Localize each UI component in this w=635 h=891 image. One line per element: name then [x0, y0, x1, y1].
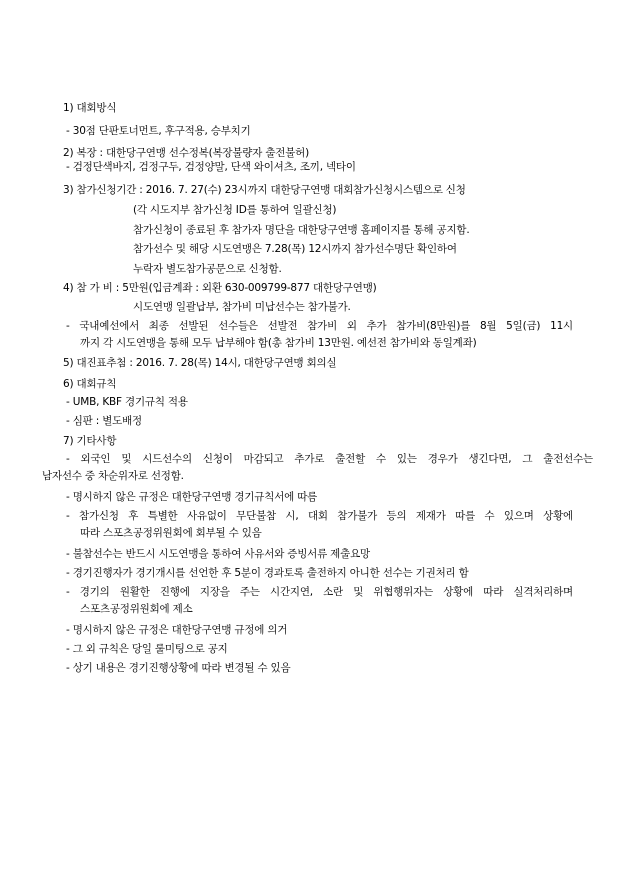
section-6-item-2: - 심판 : 별도배정	[66, 415, 142, 427]
section-7-item-8: - 그 외 규칙은 당일 룰미팅으로 공지	[66, 643, 228, 655]
section-7-item-5: - 경기진행자가 경기개시를 선언한 후 5분이 경과토록 출전하지 아니한 선수는 기권처리 함	[66, 567, 469, 579]
section-7-item-6-cont: 스포츠공정위원회에 제소	[80, 603, 193, 615]
section-7-item-4: - 불참선수는 반드시 시도연맹을 통하여 사유서와 증빙서류 제출요망	[66, 548, 370, 560]
section-7-item-1: - 외국인 및 시드선수의 신청이 마감되고 추가로 출전할 수 있는 경우가 생긴다면, 그 출전선수는	[66, 453, 593, 465]
section-7-item-3-cont: 따라 스포츠공정위원회에 회부될 수 있음	[80, 527, 262, 539]
section-3-heading: 3) 참가신청기간 : 2016. 7. 27(수) 23시까지 대한당구연맹 대회참가신청시스템으로 신청	[63, 184, 466, 196]
section-6-item-1: - UMB, KBF 경기규칙 적용	[66, 396, 188, 408]
section-2-heading: 2) 복장 : 대한당구연맹 선수정복(복장불량자 출전불허)	[63, 147, 309, 159]
section-7-item-3: - 참가신청 후 특별한 사유없이 무단불참 시, 대회 참가불가 등의 제재가 따를 수 있으며 상황에	[66, 510, 573, 522]
section-4-detail: 시도연맹 일괄납부, 참가비 미납선수는 참가불가.	[133, 301, 351, 313]
section-7-item-7: - 명시하지 않은 규정은 대한당구연맹 규정에 의거	[66, 624, 288, 636]
section-4-item: - 국내예선에서 최종 선발된 선수들은 선발전 참가비 외 추가 참가비(8만원)를 8월 5일(금) 11시	[66, 320, 573, 332]
section-2-item: - 검정단색바지, 검정구두, 검정양말, 단색 와이셔츠, 조끼, 넥타이	[66, 161, 356, 173]
section-7-item-1-cont: 남자선수 중 차순위자로 선정함.	[42, 470, 184, 482]
section-6-heading: 6) 대회규칙	[63, 378, 117, 390]
section-4-heading: 4) 참 가 비 : 5만원(입금계좌 : 외환 630-009799-877 대한당구연맹)	[63, 282, 377, 294]
section-3-detail-2: 참가신청이 종료된 후 참가자 명단을 대한당구연맹 홈페이지를 통해 공지함.	[133, 224, 470, 236]
section-1-heading: 1) 대회방식	[63, 102, 117, 114]
section-3-detail-1: (각 시도지부 참가신청 ID를 통하여 일괄신청)	[133, 204, 337, 216]
section-5-heading: 5) 대진표추첨 : 2016. 7. 28(목) 14시, 대한당구연맹 회의실	[63, 357, 337, 369]
section-7-heading: 7) 기타사항	[63, 435, 117, 447]
section-7-item-2: - 명시하지 않은 규정은 대한당구연맹 경기규칙서에 따름	[66, 491, 318, 503]
section-3-detail-4: 누락자 별도참가공문으로 신청함.	[133, 263, 282, 275]
section-1-item: - 30점 단판토너먼트, 후구적용, 승부치기	[66, 125, 251, 137]
section-7-item-9: - 상기 내용은 경기진행상황에 따라 변경될 수 있음	[66, 662, 291, 674]
section-7-item-6: - 경기의 원활한 진행에 지장을 주는 시간지연, 소란 및 위협행위자는 상황에 따라 실격처리하며	[66, 586, 573, 598]
section-3-detail-3: 참가선수 및 해당 시도연맹은 7.28(목) 12시까지 참가선수명단 확인하여	[133, 243, 457, 255]
section-4-item-cont: 까지 각 시도연맹을 통해 모두 납부해야 함(총 참가비 13만원. 예선전 참가비와 동일계좌)	[80, 337, 477, 349]
